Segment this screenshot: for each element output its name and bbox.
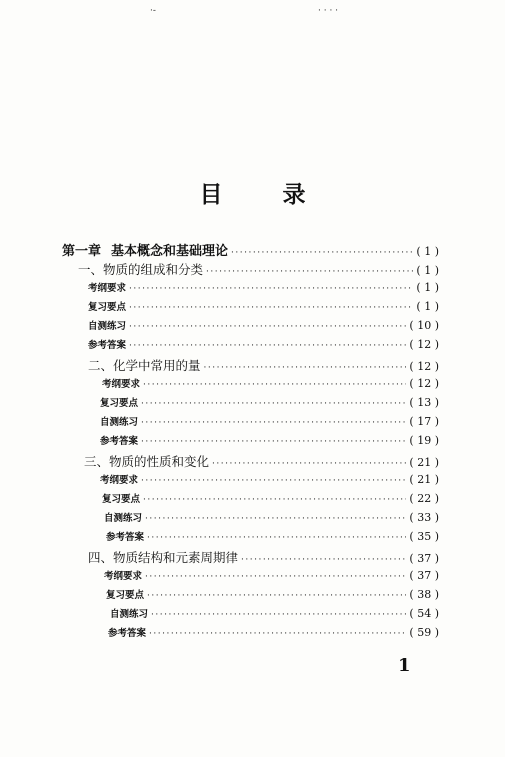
toc-section-row[interactable] xyxy=(84,452,439,470)
page-number: ( 37 ) xyxy=(409,552,439,565)
leader-dots xyxy=(143,380,406,390)
subsection-title: 考纲要求 xyxy=(88,283,127,294)
page-number: ( 1 ) xyxy=(416,245,439,258)
page-number: ( 33 ) xyxy=(409,511,439,524)
toc-section-row[interactable] xyxy=(78,260,439,278)
subsection-title: 复习要点 xyxy=(102,494,141,505)
leader-dots xyxy=(147,533,406,543)
leader-dots xyxy=(129,284,413,294)
scan-speck: ·- xyxy=(150,6,156,16)
page-number: ( 21 ) xyxy=(409,456,439,469)
page-number: ( 12 ) xyxy=(409,377,439,390)
page-number: ( 10 ) xyxy=(409,319,439,332)
toc-subsection-row[interactable] xyxy=(102,491,439,509)
scan-speck: · · · · xyxy=(318,6,339,16)
subsection-title: 自测练习 xyxy=(110,609,149,620)
toc-subsection-row[interactable] xyxy=(100,433,439,451)
subsection-title: 自测练习 xyxy=(88,321,127,332)
page-number: ( 22 ) xyxy=(409,492,439,505)
subsection-title: 参考答案 xyxy=(106,532,145,543)
subsection-title: 自测练习 xyxy=(104,513,143,524)
subsection-title: 复习要点 xyxy=(106,590,145,601)
toc-section-row[interactable] xyxy=(88,356,439,374)
toc-subsection-row[interactable] xyxy=(108,625,439,643)
toc-subsection-row[interactable] xyxy=(100,395,439,413)
leader-dots xyxy=(141,476,406,486)
leader-dots xyxy=(129,341,406,351)
leader-dots xyxy=(145,514,406,524)
page-number: ( 35 ) xyxy=(409,530,439,543)
section-title: 一、物质的组成和分类 xyxy=(78,262,204,277)
toc-subsection-row[interactable] xyxy=(88,280,439,298)
page-folio-number: 1 xyxy=(398,655,411,676)
toc-section-row[interactable] xyxy=(88,548,439,566)
leader-dots xyxy=(212,459,406,469)
page-number: ( 59 ) xyxy=(409,626,439,639)
leader-dots xyxy=(231,248,413,258)
leader-dots xyxy=(206,267,413,277)
toc-subsection-row[interactable] xyxy=(110,606,439,624)
leader-dots xyxy=(143,495,406,505)
page-number: ( 54 ) xyxy=(409,607,439,620)
leader-dots xyxy=(149,629,406,639)
page-number: ( 12 ) xyxy=(409,338,439,351)
leader-dots xyxy=(241,555,406,565)
section-title: 四、物质结构和元素周期律 xyxy=(88,550,239,565)
subsection-title: 参考答案 xyxy=(88,340,127,351)
subsection-title: 考纲要求 xyxy=(102,379,141,390)
toc-subsection-row[interactable] xyxy=(106,587,439,605)
toc-subsection-row[interactable] xyxy=(88,318,439,336)
page-number: ( 19 ) xyxy=(409,434,439,447)
subsection-title: 参考答案 xyxy=(108,628,147,639)
toc-subsection-row[interactable] xyxy=(104,510,439,528)
toc-subsection-row[interactable] xyxy=(88,299,439,317)
chapter-number: 第一章 xyxy=(62,244,102,259)
section-title: 二、化学中常用的量 xyxy=(88,358,201,373)
toc-subsection-row[interactable] xyxy=(100,414,439,432)
toc-subsection-row[interactable] xyxy=(88,337,439,355)
leader-dots xyxy=(151,610,406,620)
leader-dots xyxy=(141,418,406,428)
page-number: ( 1 ) xyxy=(416,281,439,294)
page-number: ( 21 ) xyxy=(409,473,439,486)
page-number: ( 1 ) xyxy=(416,264,439,277)
subsection-title: 考纲要求 xyxy=(100,475,139,486)
subsection-title: 复习要点 xyxy=(100,398,139,409)
toc-subsection-row[interactable] xyxy=(104,568,439,586)
subsection-title: 自测练习 xyxy=(100,417,139,428)
toc-chapter-row[interactable] xyxy=(62,240,439,258)
leader-dots xyxy=(141,437,406,447)
toc-subsection-row[interactable] xyxy=(102,376,439,394)
leader-dots xyxy=(141,399,406,409)
subsection-title: 考纲要求 xyxy=(104,571,143,582)
section-title: 三、物质的性质和变化 xyxy=(84,454,210,469)
subsection-title: 复习要点 xyxy=(88,302,127,313)
page-title: 目 录 xyxy=(199,181,332,208)
toc-subsection-row[interactable] xyxy=(106,529,439,547)
page-number: ( 12 ) xyxy=(409,360,439,373)
toc-subsection-row[interactable] xyxy=(100,472,439,490)
page-number: ( 17 ) xyxy=(409,415,439,428)
chapter-title: 基本概念和基础理论 xyxy=(111,244,229,259)
leader-dots xyxy=(147,591,406,601)
leader-dots xyxy=(129,322,406,332)
page-number: ( 38 ) xyxy=(409,588,439,601)
page-number: ( 37 ) xyxy=(409,569,439,582)
page-number: ( 13 ) xyxy=(409,396,439,409)
leader-dots xyxy=(204,363,407,373)
leader-dots xyxy=(145,572,406,582)
leader-dots xyxy=(129,303,413,313)
subsection-title: 参考答案 xyxy=(100,436,139,447)
page-number: ( 1 ) xyxy=(416,300,439,313)
